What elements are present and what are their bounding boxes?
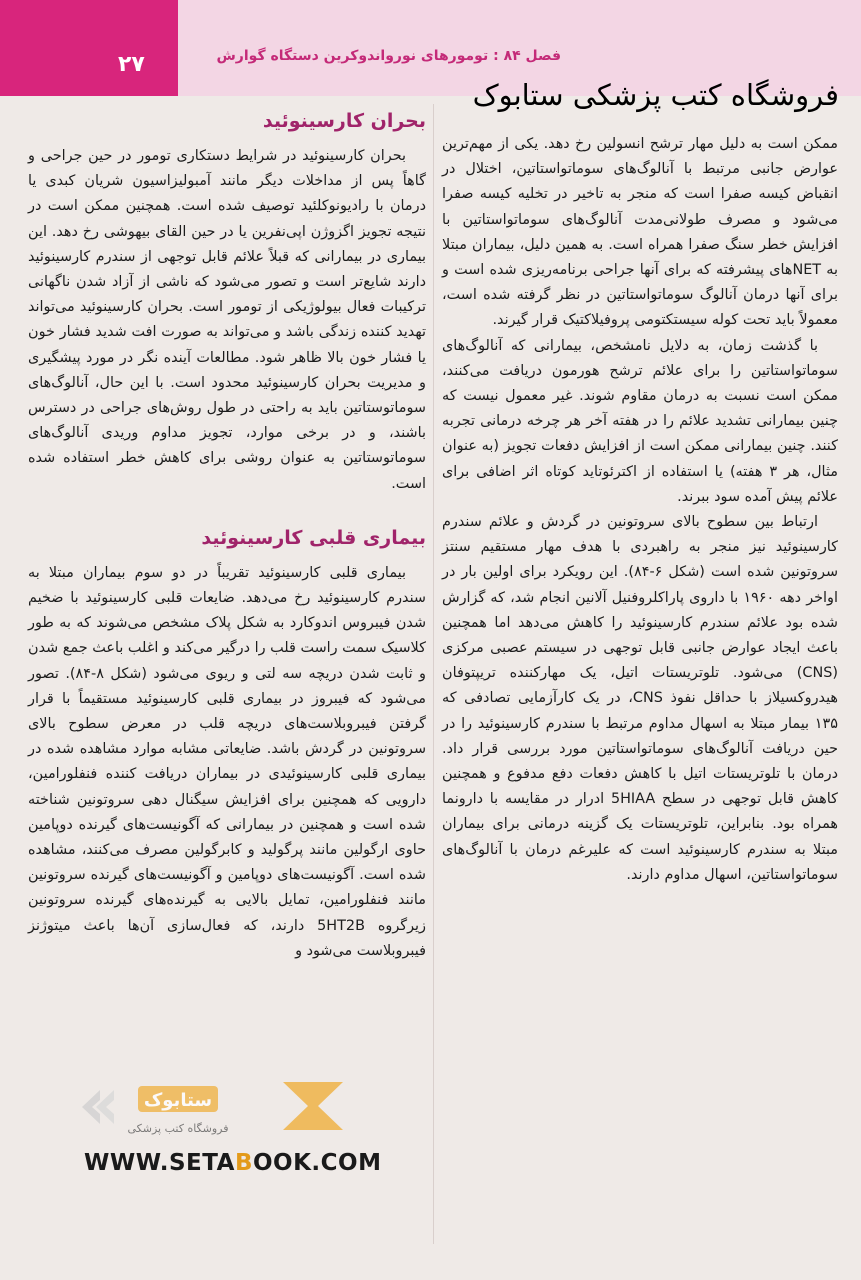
- url-accent: B: [234, 1150, 253, 1176]
- page-number: ۲۷: [118, 52, 145, 77]
- right-paragraph-1: ممکن است به دلیل مهار ترشح انسولین رخ دهد. یکی از مهم‌ترین عوارض جانبی مرتبط با آنالوگ‌های سوماتواستاتین، اختلال در انقباض کیسه صفرا است که منجر به تاخیر در تخلیه کیسه صفرا می‌شود و مصرف طولانی‌مدت آنالوگ‌های سوماتواستاتین با افزایش خطر سنگ صفرا همراه است. به همین دلیل، بیماران مبتلا به NETهای پیشرفته که برای آنها جراحی برنامه‌ریزی شده است و برای آنها درمان آنالوگ سوماتواستاتین در نظر گرفته شده است، معمولاً باید تحت کوله سیستکتومی پروفیلاکتیک قرار گیرند.: [442, 136, 838, 329]
- logo-tagline: فروشگاه کتب پزشکی: [127, 1122, 229, 1135]
- logo-text: ستابوک: [143, 1090, 213, 1111]
- left-column: [28, 104, 426, 964]
- right-paragraph-2: با گذشت زمان، به دلایل نامشخص، بیمارانی که آنالوگ‌های سوماتواستاتین را برای علائم ترشح هورمون دریافت می‌کنند، ممکن است نسبت به درمان مقاوم شوند. غیر معمول نیست که چنین بیمارانی تشدید علائم را در هفته آخر هر چرخه درمانی تجربه کنند. چنین بیمارانی ممکن است از افزایش دفعات تجویز (به عنوان مثال، هر ۳ هفته) یا استفاده از اکترئوتاید کوتاه اثر اضافی برای علائم پیش آمده سود ببرند.: [442, 337, 838, 505]
- watermark-logo: [78, 1072, 368, 1142]
- chapter-title: فصل ۸۴ : تومورهای نورواندوکرین دستگاه گوارش: [216, 48, 561, 64]
- watermark-logo-graphic: [78, 1072, 368, 1142]
- right-paragraph-3: ارتباط بین سطوح بالای سروتونین در گردش و علائم سندرم کارسینوئید نیز منجر به راهبردی با هدف مهار مستقیم سنتز سروتونین شده است (شکل ۶-۸۴). این رویکرد برای اولین بار در اواخر دهه ۱۹۶۰ با داروی پاراکلروفنیل آلانین انجام شد، که گزارش شده بود علائم سندرم کارسینوئید را کاهش می‌دهد اما همچنین باعث ایجاد عوارض جانبی قابل توجهی در سیستم عصبی مرکزی (CNS) می‌شود. تلوتریستات اتیل، یک مهارکننده تریپتوفان هیدروکسیلاز با حداقل نفوذ CNS، در یک کارآزمایی تصادفی که ۱۳۵ بیمار مبتلا به اسهال مداوم مرتبط با سندرم کارسینوئید را در حین دریافت آنالوگ‌های سوماتواستاتین مورد بررسی قرار داد. درمان با تلوتریستات اتیل با کاهش دفعات دفع مدفوع و همچنین کاهش قابل توجهی در سطح 5HIAA ادرار در مقایسه با دارونما همراه بود. بنابراین، تلوتریستات یک گزینه درمانی برای بیماران مبتلا به سندرم کارسینوئید است که علیرغم درمان با آنالوگ‌های سوماتواستاتین، اسهال مداوم دارند.: [442, 514, 839, 883]
- section-title-carcinoid-crisis: بحران کارسینوئید: [262, 110, 426, 132]
- section-title-carcinoid-heart-disease: بیماری قلبی کارسینوئید: [201, 526, 426, 549]
- store-banner: فروشگاه کتب پزشکی ستابوک: [472, 78, 839, 112]
- page-number-tab: [0, 0, 178, 96]
- section-paragraph-carcinoid-heart-disease: بیماری قلبی کارسینوئید تقریباً در دو سوم بیماران مبتلا به سندرم کارسینوئید رخ می‌دهد. ضایعات قلبی کارسینوئید با ضخیم شدن فیبروس اندوکارد به شکل پلاک مشخص می‌شوند که به طور کلاسیک سمت راست قلب را درگیر می‌کند و اغلب باعث جمع شدن و ثابت شدن دریچه سه لتی و ریوی می‌شود (شکل ۸-۸۴). تصور می‌شود که فیبروز در بیماری قلبی کارسینوئید مستقیماً با قرار گرفتن فیبروبلاست‌های دریچه قلب در معرض سطوح بالای سروتونین در گردش باشد. ضایعاتی مشابه موارد مشاهده شده در بیماری قلبی کارسینوئیدی در بیماران دریافت کننده فنفلورامین، دارویی که همچنین برای افزایش سیگنال دهی سروتونین شناخته شده است و همچنین در بیمارانی که آگونیست‌های گیرنده دوپامین حاوی ارگولین مانند پرگولید و کابرگولین مصرف می‌کنند، مشاهده شده است. آگونیست‌های دوپامین و آگونیست‌های گیرنده سروتونین مانند فنفلورامین، تمایل بالایی به گیرنده‌های گیرنده سروتونین زیرگروه 5HT2B دارند، که فعال‌سازی آن‌ها باعث میتوژنز فیبروبلاست می‌شود و: [28, 564, 426, 959]
- url-suffix: OOK.COM: [252, 1150, 382, 1176]
- right-column: [442, 104, 838, 888]
- banner-spacer: [442, 104, 838, 132]
- url-prefix: WWW.SETA: [84, 1150, 235, 1176]
- watermark-url: [84, 1150, 381, 1176]
- section-paragraph-carcinoid-crisis: بحران کارسینوئید در شرایط دستکاری تومور در حین جراحی و گاهاً پس از مداخلات دیگر مانند آمبولیزاسیون شریان کبدی یا درمان با رادیونوکلئید توصیف شده است. همچنین ممکن است در نتیجه تجویز اگزوژن اپی‌نفرین یا در حین القای بیهوشی رخ دهد. این بیماری در بیمارانی که قبلاً علائم قابل توجهی از سندرم کارسینوئید دارند شایع‌تر است و تصور می‌شود که ناشی از آزاد شدن ناگهانی ترکیبات فعال بیولوژیکی از تومور است. بحران کارسینوئید می‌تواند تهدید کننده زندگی باشد و می‌تواند به صورت افت شدید فشار خون یا فشار خون بالا ظاهر شود. مطالعات آینده نگر در مورد پیشگیری و مدیریت بحران کارسینوئید محدود است. با این حال، آنالوگ‌های سوماتوستاتین باید به راحتی در طول روش‌های جراحی در دسترس باشند، و در برخی موارد، تجویز مداوم وریدی آنالوگ‌های سوماتوستاتین به عنوان روشی برای کاهش خطر استفاده شده است.: [28, 148, 426, 492]
- book-logo-icon: [283, 1082, 343, 1130]
- column-divider: [433, 104, 434, 1244]
